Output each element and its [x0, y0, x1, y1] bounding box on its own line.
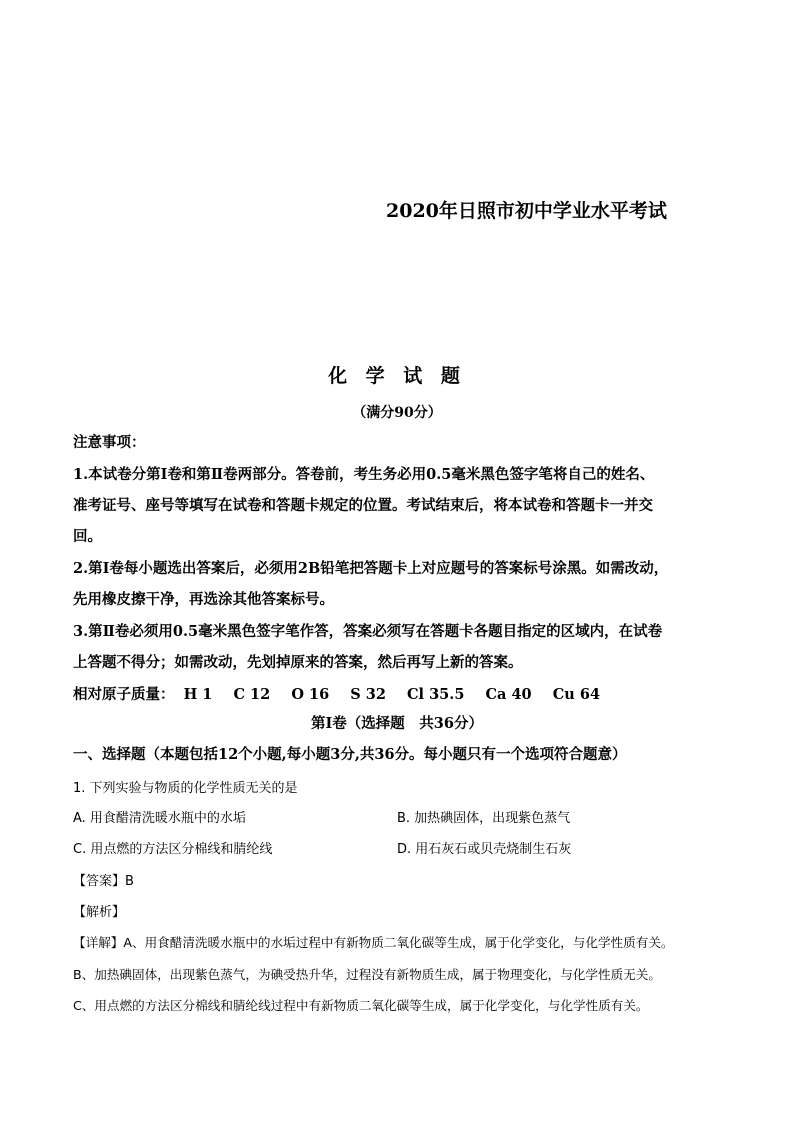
- section-title: 一、选择题（本题包括12个小题,每小题3分,共36分。每小题只有一个选项符合题意）: [73, 746, 627, 763]
- atomic-mass-item: S 32: [350, 686, 386, 703]
- exam-title: 2020年日照市初中学业水平考试: [386, 200, 667, 222]
- analysis-line: C、用点燃的方法区分棉线和腈纶线过程中有新物质二氧化碳等生成，属于化学变化，与化学性质有关。: [73, 998, 649, 1013]
- atomic-mass-item: C 12: [233, 686, 271, 703]
- notice-line: 2.第Ⅰ卷每小题选出答案后，必须用2B铅笔把答题卡上对应题号的答案标号涂黑。如需改动，: [73, 560, 669, 577]
- option-c: C. 用点燃的方法区分棉线和腈纶线: [73, 842, 273, 857]
- atomic-mass-item: H 1: [183, 686, 213, 703]
- atomic-mass-row: [73, 683, 616, 704]
- atomic-mass-item: Ca 40: [485, 686, 532, 703]
- atomic-mass-label: 相对原子质量：: [73, 686, 175, 703]
- analysis-label: 【解析】: [73, 905, 126, 920]
- atomic-mass-item: Cl 35.5: [407, 686, 465, 703]
- notice-line: 回。: [73, 528, 102, 545]
- option-d: D. 用石灰石或贝壳烧制生石灰: [397, 842, 572, 857]
- notice-line: 上答题不得分；如需改动，先划掉原来的答案，然后再写上新的答案。: [73, 654, 523, 671]
- subject-title: 化 学 试 题: [328, 365, 466, 387]
- notice-line: 准考证号、座号等填写在试卷和答题卡规定的位置。考试结束后，将本试卷和答题卡一并交: [73, 497, 653, 514]
- question-stem: 1. 下列实验与物质的化学性质无关的是: [73, 781, 298, 796]
- full-score: （满分90分）: [352, 405, 442, 421]
- option-a: A. 用食醋清洗暖水瓶中的水垢: [73, 811, 246, 826]
- notice-heading: 注意事项：: [73, 434, 146, 451]
- analysis-line: B、加热碘固体，出现紫色蒸气，为碘受热升华，过程没有新物质生成，属于物理变化，与化学性质无关。: [73, 967, 661, 982]
- analysis-line: 【详解】A、用食醋清洗暖水瓶中的水垢过程中有新物质二氧化碳等生成，属于化学变化，与化学性质有关。: [73, 935, 674, 950]
- part1-title: 第Ⅰ卷（选择题 共36分）: [311, 715, 483, 732]
- notice-line: 1.本试卷分第Ⅰ卷和第Ⅱ卷两部分。答卷前，考生务必用0.5毫米黑色签字笔将自己的姓名、: [73, 466, 655, 483]
- atomic-mass-item: Cu 64: [552, 686, 601, 703]
- notice-line: 3.第Ⅱ卷必须用0.5毫米黑色签字笔作答，答案必须写在答题卡各题目指定的区域内，在试卷: [73, 623, 663, 640]
- atomic-mass-item: O 16: [291, 686, 330, 703]
- answer-label: 【答案】B: [73, 874, 134, 889]
- notice-line: 先用橡皮擦干净，再选涂其他答案标号。: [73, 591, 334, 608]
- option-b: B. 加热碘固体，出现紫色蒸气: [397, 811, 571, 826]
